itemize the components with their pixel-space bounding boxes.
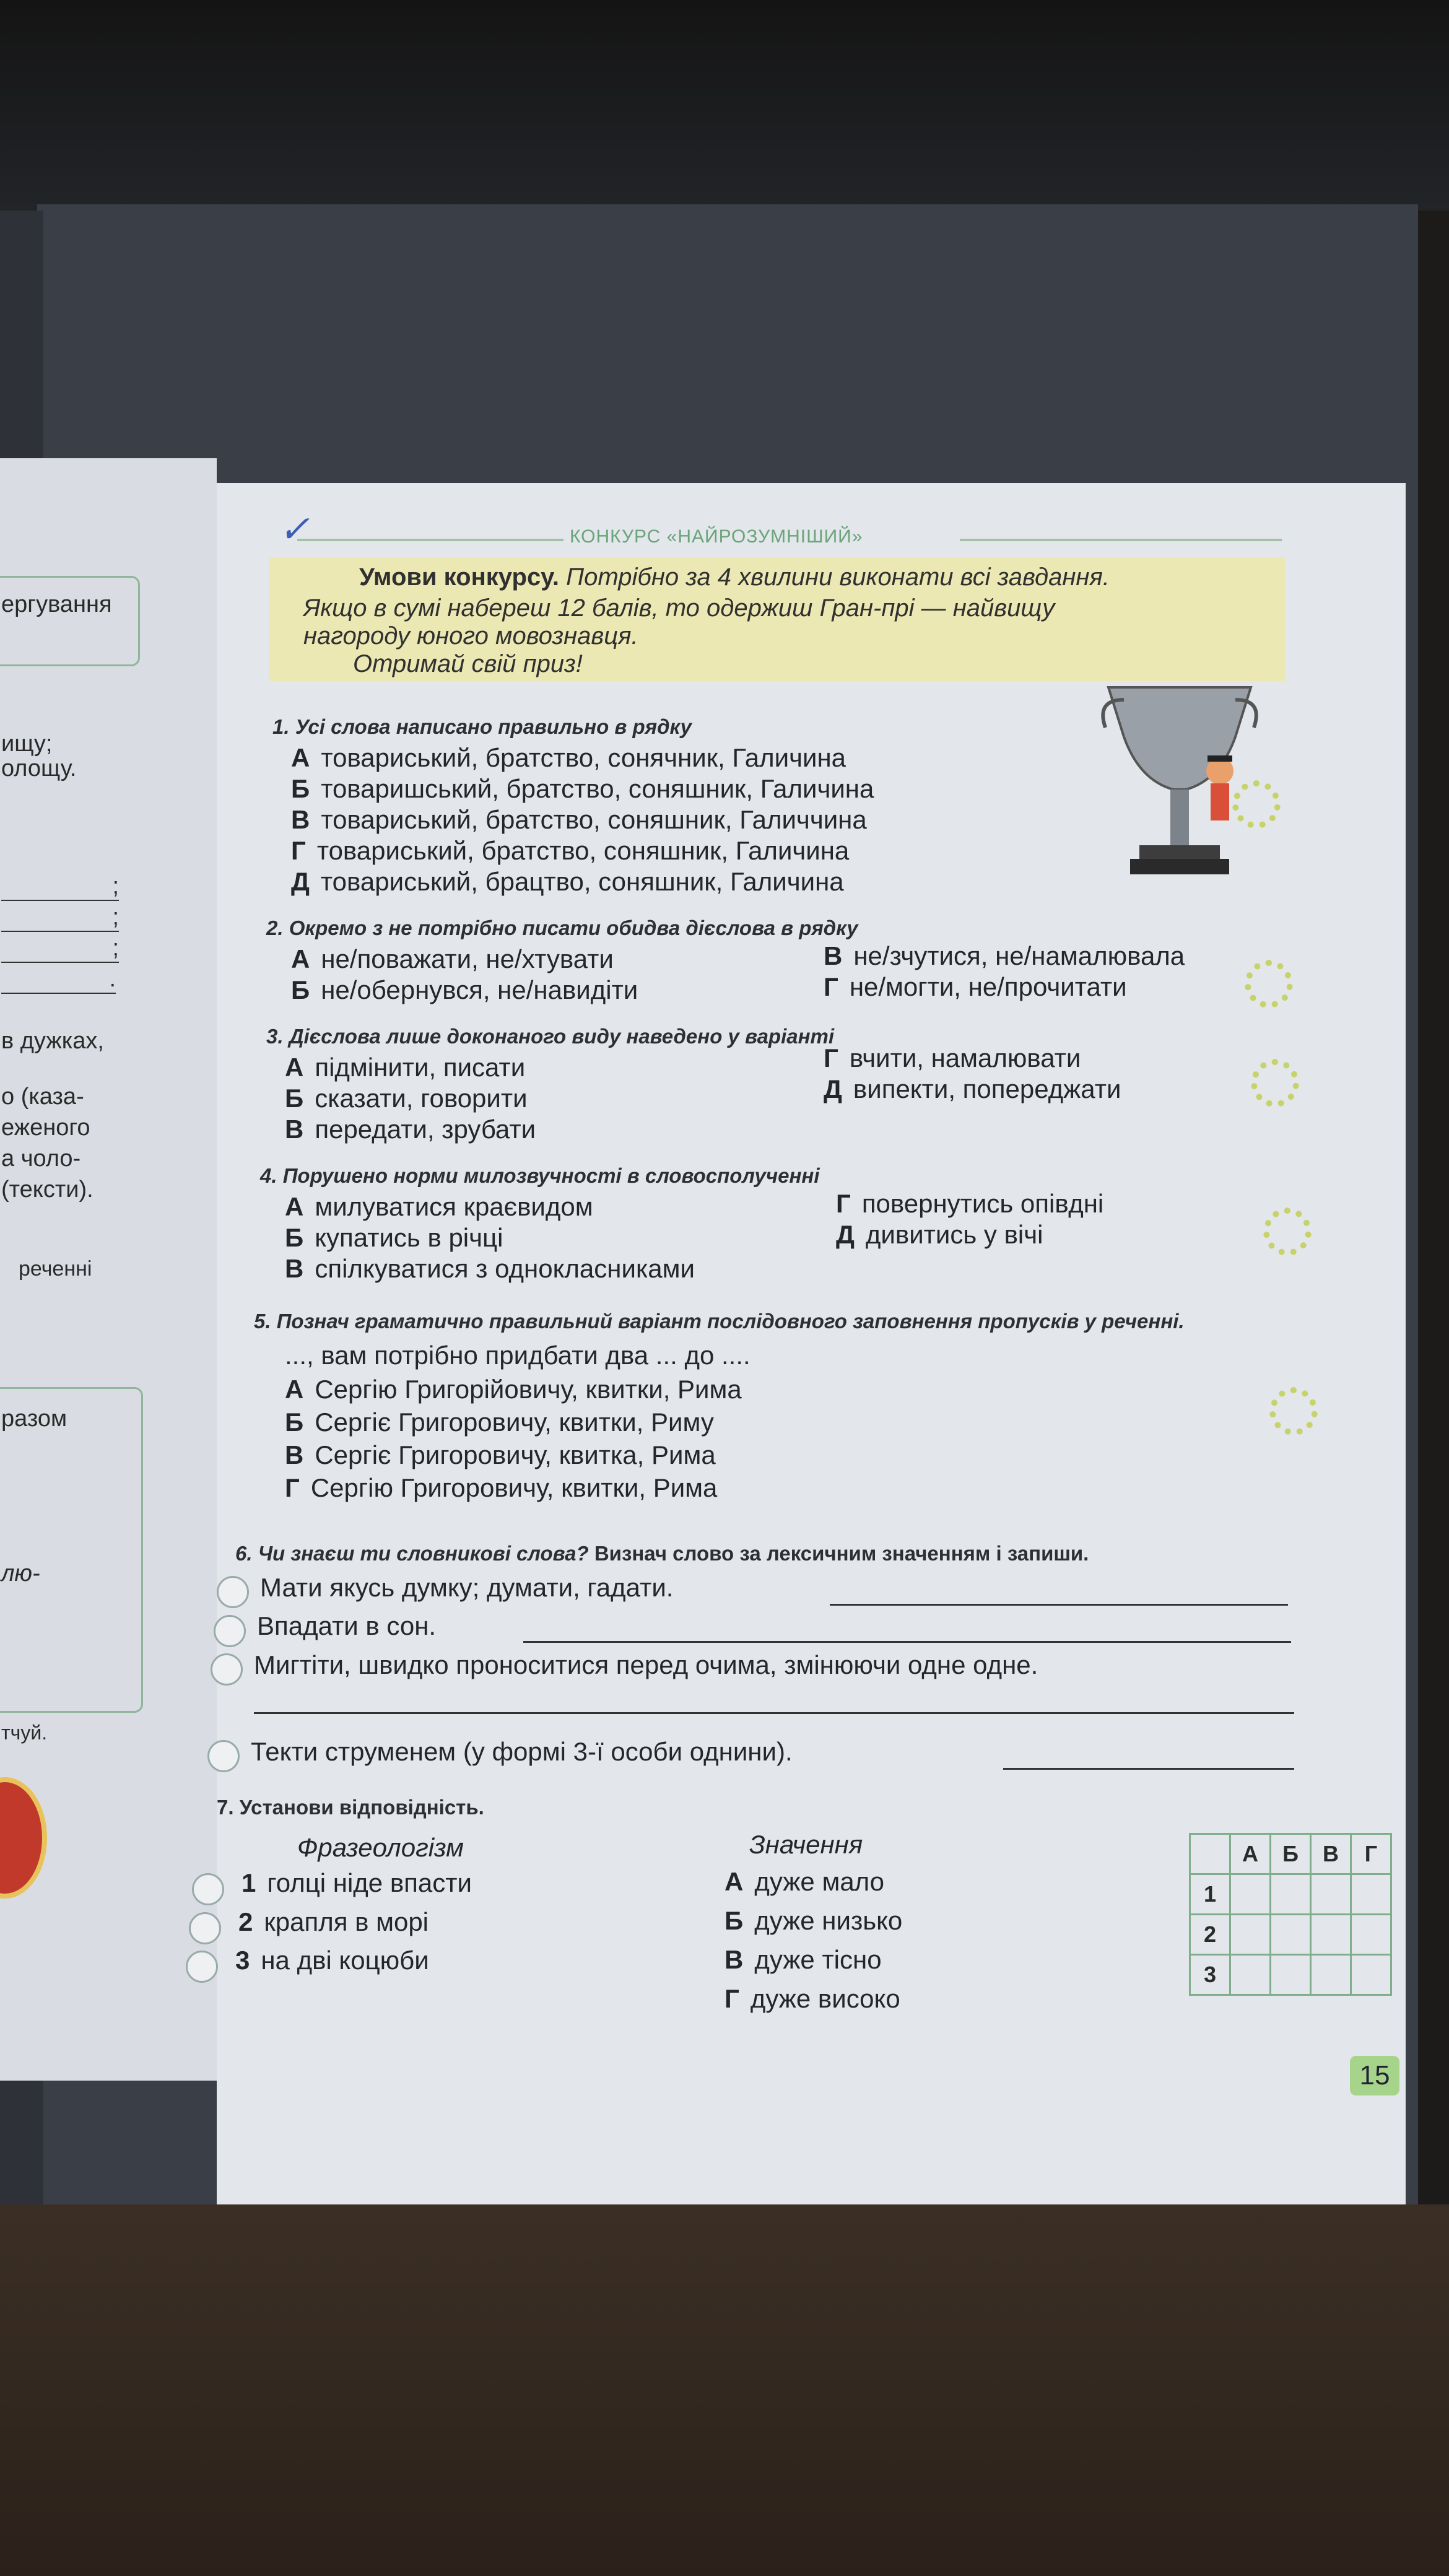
q7-meaning-b (724, 1906, 902, 1936)
q2-option-b (291, 975, 638, 1005)
q4-option-c (285, 1254, 695, 1284)
q3-option-e (824, 1074, 1121, 1104)
grid-header-row (1190, 1834, 1391, 1874)
q3-option-c (285, 1115, 536, 1144)
option-text: не/обернувся, не/навидіти (321, 975, 638, 1004)
option-letter: А (291, 743, 310, 772)
q7-phrase-3 (235, 1946, 429, 1975)
option-text: милуватися краєвидом (315, 1192, 593, 1221)
q1-option-d (291, 836, 849, 866)
option-text: товариський, брацтво, соняшник, Галичина (320, 867, 844, 896)
left-page (0, 458, 217, 2081)
option-text: повернутись опівдні (861, 1189, 1104, 1218)
header-rule-right (960, 539, 1282, 541)
grid-cell[interactable] (1351, 1915, 1391, 1955)
phrase-text: крапля в морі (264, 1907, 429, 1936)
left-text: тчуй. (1, 1721, 48, 1744)
option-text: не/зчутися, не/намалювала (853, 941, 1185, 970)
q4-prompt: 4. Порушено норми милозвучності в словосполученні (260, 1164, 820, 1187)
option-letter: В (285, 1254, 304, 1283)
answer-line[interactable] (1003, 1768, 1294, 1770)
option-letter: Г (824, 1043, 838, 1073)
grid-row-header: 1 (1190, 1874, 1230, 1915)
grid-cell[interactable] (1351, 1955, 1391, 1995)
conditions-text: Потрібно за 4 хвилини виконати всі завдання. (566, 564, 1110, 591)
left-text: ; (1, 904, 119, 932)
option-letter: В (285, 1115, 304, 1144)
answer-line[interactable] (523, 1641, 1291, 1643)
left-text: ; (1, 873, 119, 901)
q5-option-b (285, 1408, 714, 1437)
option-letter: А (291, 944, 310, 973)
option-letter: В (824, 941, 843, 970)
answer-circle[interactable] (217, 1576, 249, 1608)
grid-cell[interactable] (1311, 1874, 1351, 1915)
trophy-icon (1096, 675, 1263, 879)
option-letter: А (285, 1053, 304, 1082)
q4-option-b (285, 1223, 503, 1253)
answer-circle[interactable] (189, 1912, 221, 1944)
answer-circle[interactable] (214, 1615, 246, 1647)
grid-cell[interactable] (1351, 1874, 1391, 1915)
q4-option-a (285, 1192, 593, 1222)
q1-prompt: 1. Усі слова написано правильно в рядку (272, 715, 692, 738)
answer-circle[interactable] (211, 1653, 243, 1686)
option-letter: Г (836, 1189, 851, 1218)
answer-circle[interactable] (186, 1951, 218, 1983)
q4-option-e (836, 1220, 1043, 1250)
q7-prompt: 7. Установи відповідність. (217, 1796, 484, 1819)
header-rule-left (297, 539, 564, 541)
q5-sentence: ..., вам потрібно придбати два ... до .... (285, 1341, 751, 1370)
answer-circle[interactable] (192, 1873, 224, 1905)
option-letter: А (285, 1375, 304, 1404)
q5-prompt: 5. Познач граматично правильний варіант послідовного заповнення пропусків у реченні. (254, 1310, 1185, 1333)
option-letter: Д (836, 1220, 855, 1249)
q5-option-c (285, 1440, 716, 1470)
option-letter: В (291, 805, 310, 834)
option-text: товариський, братство, сонячник, Галичина (321, 743, 846, 772)
meaning-text: дуже високо (750, 1984, 900, 2013)
option-text: товаришський, братство, соняшник, Галичина (321, 774, 874, 803)
check-mark: ✓ (279, 508, 310, 550)
q3-option-d (824, 1043, 1081, 1073)
phrase-number: 1 (242, 1868, 256, 1897)
left-text: а чоло- (1, 1146, 81, 1172)
q7-col1-header: Фразеологізм (297, 1833, 464, 1862)
option-text: вчити, намалювати (849, 1043, 1081, 1073)
option-text: дивитись у вічі (865, 1220, 1043, 1249)
meaning-text: дуже низько (754, 1906, 903, 1935)
q2-option-a (291, 944, 614, 974)
option-letter: Д (291, 867, 310, 896)
q1-option-a (291, 743, 846, 773)
left-frame-bottom (0, 1387, 143, 1713)
q5-option-a (285, 1375, 742, 1404)
grid-col-header: А (1230, 1834, 1271, 1874)
meaning-letter: Б (724, 1906, 744, 1935)
q7-meaning-c (724, 1945, 882, 1975)
q4-option-d (836, 1189, 1103, 1219)
phrase-text: голці ніде впасти (267, 1868, 472, 1897)
left-text: еженого (1, 1115, 90, 1141)
grid-row-header: 3 (1190, 1955, 1230, 1995)
q6-item-2: Впадати в сон. (257, 1611, 437, 1640)
q1-option-c (291, 805, 867, 835)
phrase-text: на дві коцюби (261, 1946, 429, 1975)
left-frame-top (0, 576, 140, 666)
option-text: підмінити, писати (315, 1053, 526, 1082)
option-letter: Д (824, 1074, 842, 1103)
grid-row (1190, 1874, 1391, 1915)
option-letter: Г (285, 1473, 300, 1502)
answer-line[interactable] (830, 1604, 1288, 1606)
grid-row (1190, 1915, 1391, 1955)
option-text: Сергіє Григоровичу, квитка, Рима (315, 1440, 716, 1469)
q7-meaning-d (724, 1984, 900, 2014)
conditions-line3: нагороду юного мовознавця. (303, 622, 638, 650)
option-text: товариський, братство, соняшник, Галиччина (321, 805, 867, 834)
left-text: олощу. (1, 755, 77, 781)
q3-prompt: 3. Дієслова лише доконаного виду наведено у варіанті (266, 1025, 835, 1048)
option-text: випекти, попереджати (853, 1074, 1121, 1103)
left-text: (тексти). (1, 1177, 94, 1203)
option-text: купатись в річці (315, 1223, 503, 1252)
grid-cell[interactable] (1230, 1915, 1271, 1955)
q2-option-d (824, 972, 1127, 1002)
grid-col-header: В (1311, 1834, 1351, 1874)
meaning-text: дуже мало (754, 1867, 885, 1896)
phrase-number: 2 (238, 1907, 253, 1936)
q7-phrase-1 (242, 1868, 472, 1898)
q6-prompt-bold: 6. Чи знаєш ти словникові слова? (235, 1542, 589, 1565)
option-letter: Б (285, 1223, 304, 1252)
q3-option-b (285, 1084, 528, 1113)
meaning-letter: А (724, 1867, 744, 1896)
score-wreath-icon (1232, 780, 1281, 829)
q7-phrase-2 (238, 1907, 429, 1937)
answer-line[interactable] (254, 1712, 1294, 1714)
left-text: . (1, 966, 116, 994)
q3-option-a (285, 1053, 525, 1082)
grid-row (1190, 1955, 1391, 1995)
q7-col2-header: Значення (749, 1830, 863, 1859)
left-illustration (0, 1777, 47, 1899)
right-page (217, 483, 1406, 2204)
conditions-bold: Умови конкурсу. (359, 564, 560, 591)
q6-prompt-rest: Визнач слово за лексичним значенням і запиши. (594, 1542, 1089, 1565)
grid-cell[interactable] (1311, 1915, 1351, 1955)
option-letter: Б (291, 975, 310, 1004)
grid-cell[interactable] (1271, 1874, 1311, 1915)
phrase-number: 3 (235, 1946, 250, 1975)
meaning-letter: В (724, 1945, 744, 1974)
option-text: сказати, говорити (315, 1084, 528, 1113)
option-text: Сергію Григоровичу, квитки, Рима (310, 1473, 718, 1502)
q6-item-1: Мати якусь думку; думати, гадати. (260, 1573, 674, 1602)
option-text: не/могти, не/прочитати (849, 972, 1127, 1001)
left-text: в дужках, (1, 1028, 104, 1054)
grid-cell[interactable] (1271, 1915, 1311, 1955)
score-wreath-icon (1269, 1387, 1318, 1435)
q1-option-b (291, 774, 874, 804)
grid-col-header: Б (1271, 1834, 1311, 1874)
meaning-text: дуже тісно (754, 1945, 882, 1974)
option-letter: В (285, 1440, 304, 1469)
q7-meaning-a (724, 1867, 884, 1897)
meaning-letter: Г (724, 1984, 739, 2013)
q6-item-4: Текти струменем (у формі 3-ї особи однини). (251, 1737, 793, 1766)
conditions-line2: Якщо в сумі набереш 12 балів, то одержиш Гран-прі — найвищу (303, 594, 1055, 622)
option-letter: Г (291, 836, 306, 865)
table-surface (0, 2204, 1449, 2576)
answer-grid (1189, 1833, 1392, 1996)
score-wreath-icon (1263, 1208, 1312, 1256)
option-text: Сергіє Григоровичу, квитки, Риму (315, 1408, 714, 1437)
q1-option-e (291, 867, 844, 897)
grid-row-header: 2 (1190, 1915, 1230, 1955)
left-text: ергування (1, 591, 112, 617)
grid-cell[interactable] (1230, 1955, 1271, 1995)
option-text: товариський, братство, соняшник, Галичина (316, 836, 850, 865)
q5-option-d (285, 1473, 717, 1503)
grid-cell[interactable] (1230, 1874, 1271, 1915)
option-text: спілкуватися з однокласниками (315, 1254, 695, 1283)
left-text: ; (1, 935, 119, 963)
left-text: ищу; (1, 731, 53, 757)
option-text: не/поважати, не/хтувати (321, 944, 614, 973)
option-text: передати, зрубати (315, 1115, 536, 1144)
option-text: Сергію Григорійовичу, квитки, Рима (315, 1375, 742, 1404)
q2-option-c (824, 941, 1185, 971)
left-text: реченні (19, 1257, 92, 1281)
left-text: лю- (1, 1560, 40, 1586)
conditions-line1 (359, 564, 1110, 591)
q2-prompt: 2. Окремо з не потрібно писати обидва дієслова в рядку (266, 916, 858, 939)
grid-cell[interactable] (1271, 1955, 1311, 1995)
grid-corner (1190, 1834, 1230, 1874)
option-letter: Б (285, 1084, 304, 1113)
option-letter: Б (285, 1408, 304, 1437)
q6-prompt (235, 1542, 1089, 1565)
grid-cell[interactable] (1311, 1955, 1351, 1995)
q6-item-3: Мигтіти, швидко проноситися перед очима, змінюючи одне одне. (254, 1650, 1038, 1679)
answer-circle[interactable] (207, 1740, 240, 1772)
conditions-line4: Отримай свій приз! (353, 650, 583, 677)
score-wreath-icon (1251, 1059, 1299, 1107)
contest-title: КОНКУРС «НАЙРОЗУМНІШИЙ» (570, 526, 863, 547)
option-letter: Г (824, 972, 838, 1001)
page-number: 15 (1350, 2056, 1399, 2095)
option-letter: Б (291, 774, 310, 803)
score-wreath-icon (1245, 960, 1293, 1008)
option-letter: А (285, 1192, 304, 1221)
background-dark (0, 0, 1449, 211)
grid-col-header: Г (1351, 1834, 1391, 1874)
left-text: разом (1, 1406, 67, 1432)
left-text: о (каза- (1, 1084, 84, 1110)
